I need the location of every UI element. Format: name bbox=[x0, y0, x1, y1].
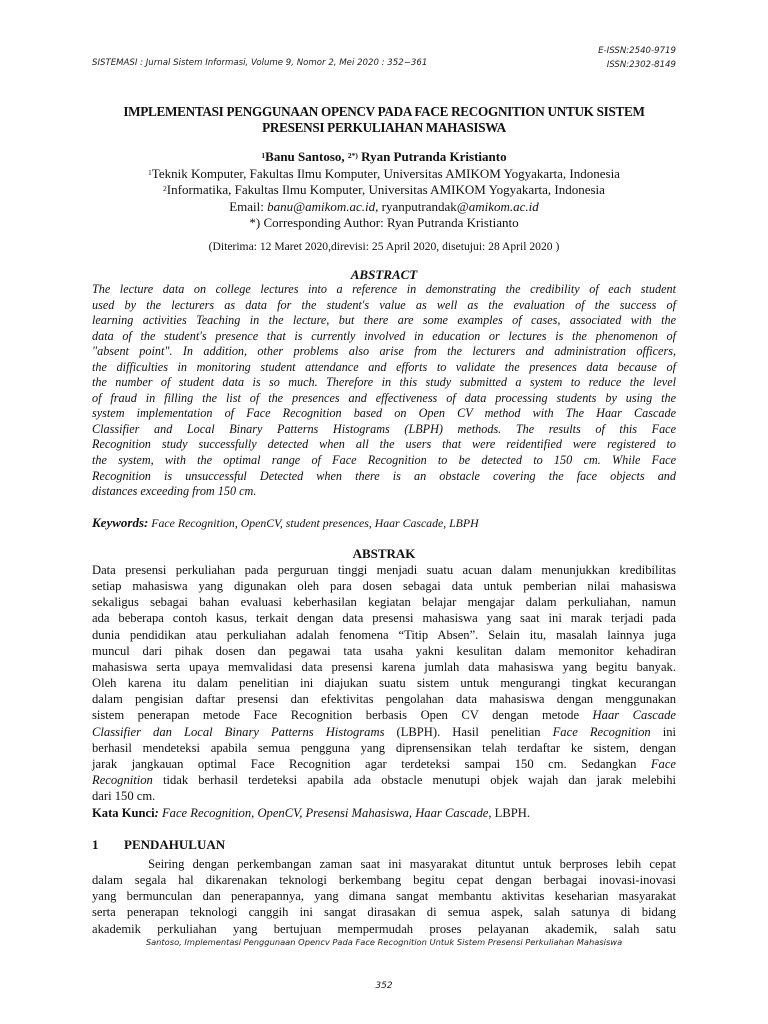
journal-citation: SISTEMASI : Jurnal Sistem Informasi, Volume 9, Nomor 2, Mei 2020 : 352−361 bbox=[92, 58, 428, 68]
affiliation-2: $^2$Informatika, Fakultas Ilmu Komputer, Universitas AMIKOM Yogyakarta, Indonesia bbox=[163, 182, 605, 197]
issn-block bbox=[598, 44, 676, 72]
text-line: dalam segala hal dikarenakan teknologi berkembang begitu cepat dengan berbagai inovasi-inovasi bbox=[92, 873, 676, 888]
author-block bbox=[92, 149, 676, 232]
abstrak-heading: ABSTRAK bbox=[352, 546, 416, 561]
section-body bbox=[92, 856, 676, 937]
text-line: The lecture data on college lectures into a reference in demonstrating the credibility of each student bbox=[92, 282, 676, 296]
issn: ISSN:2302-8149 bbox=[606, 60, 676, 70]
abstract-text bbox=[92, 282, 676, 500]
abstrak-text: Data presensi perkuliahan pada perguruan tinggi menjadi suatu acuan dalam menunjukkan kredibilitas setiap mahasiswa yang digunakan oleh para dosen sebagai data untuk pemberian nilai mahasiswa sekaligus sebagai bahan evaluasi keberhasilan kegiatan belajar mengajar dalam perkuliahan, namun ada beberapa contoh kasus, terkait dengan data presensi mahasiswa yang saat ini marak terjadi pada dunia pendidikan atau perkuliahan adalah fenomena “Titip Absen”. Selain itu, masalah lainnya juga muncul dari pihak dosen dan pegawai tata usaha yakni kesulitan dalam memonitor kehadiran mahasiswa serta upaya memvalidasi data presensi karena jumlah data mahasiswa yang begitu banyak. Oleh karena itu dalam penelitian ini diajukan suatu sistem untuk mengurangi tingkat kecurangan dalam pengisian daftar presensi dan efektivitas pengolahan data mahasiswa dengan menggunakan sistem penerapan metode Face Recognition berbasis Open CV dengan metode Haar Cascade Classifier dan Local Binary Patterns Histograms (LBPH). Hasil penelitian Face Recognition ini berhasil mendeteksi apabila semua pengguna yang diprensensikan telah terdaftar ke sistem, dengan jarak jangkauan optimal Face Recognition agar terdeteksi sampai 150 cm. Sedangkan Face Recognition tidak berhasil terdeteksi apabila ada obstacle menutupi objek wajah dan jarak melebihi dari 150 cm. bbox=[92, 563, 677, 804]
text-line: serta penerapan teknologi canggih ini sangat dirasakan di semua aspek, salah satunya di bidang bbox=[92, 905, 676, 920]
corresponding-author: *) Corresponding Author: Ryan Putranda Kristianto bbox=[249, 215, 519, 230]
running-footer: Santoso, Implementasi Penggunaan Opencv Pada Face Recognition Untuk Sistem Presensi Perkuliahan Mahasiswa bbox=[145, 937, 623, 947]
text-line: akademik perkuliahan yang bertujuan mempermudah proses pelayanan akademik, salah satu bbox=[92, 921, 676, 936]
kata-kunci: Kata Kunci: Face Recognition, OpenCV, Presensi Mahasiswa, Haar Cascade, LBPH. bbox=[92, 806, 530, 820]
text-line: system implementation of Face Recognition based on Open CV method with The Haar Cascade bbox=[92, 406, 676, 421]
text-line: the system, with the optimal range of Face Recognition to be detected to 150 cm. While Face bbox=[92, 453, 676, 468]
text-line: Recognition study successfully detected when all the users that were reidentified were registered to bbox=[92, 437, 676, 452]
received-dates: (Diterima: 12 Maret 2020,direvisi: 25 April 2020, disetujui: 28 April 2020 ) bbox=[208, 240, 560, 253]
text-line: data of the student's presence that is currently involved in education or lectures is the phenomenon of bbox=[92, 328, 676, 343]
page-number: 352 bbox=[375, 981, 393, 991]
email-line: Email: banu@amikom.ac.id, ryanputrandak@amikom.ac.id bbox=[229, 198, 539, 214]
text-line: "absent point". In addition, other problems also arise from the lecturers and administration officers, bbox=[92, 344, 676, 359]
text-line: Classifier and Local Binary Patterns Histograms (LBPH) methods. The results of this Face bbox=[92, 421, 676, 436]
title-line: IMPLEMENTASI PENGGUNAAN OPENCV PADA FACE RECOGNITION UNTUK SISTEM bbox=[123, 104, 645, 119]
text-line: distances exceeding from 150 cm. bbox=[92, 484, 257, 499]
text-line: the difficulties in monitoring student attendance and efforts to validate the presences data because of bbox=[92, 359, 676, 374]
eissn: E-ISSN:2540-9719 bbox=[598, 46, 676, 56]
text-line: used by the lecturers as data for the student's value as well as the evaluation of the success of bbox=[92, 297, 676, 312]
title-line: PRESENSI PERKULIAHAN MAHASISWA bbox=[262, 119, 506, 135]
text-line: Seiring dengan perkembangan zaman saat ini masyarakat dituntut untuk berproses lebih cepat bbox=[148, 857, 676, 871]
email-link[interactable]: banu@amikom.ac.id bbox=[267, 198, 376, 214]
abstract-heading: ABSTRACT bbox=[350, 267, 418, 282]
keywords: Keywords: Face Recognition, OpenCV, student presences, Haar Cascade, LBPH bbox=[92, 515, 479, 530]
text-line: yang bermunculan dan penerapannya, yang dimana sangat membantu aktivitas keseharian masyarakat bbox=[92, 889, 676, 904]
text-line: of fraud in filling the list of the presences and effectiveness of data processing students by using the bbox=[92, 390, 676, 405]
text-line: the number of student data is so much. Therefore in this study submitted a system to reduce the level bbox=[92, 375, 676, 390]
affiliation-1: $^1$Teknik Komputer, Fakultas Ilmu Komputer, Universitas AMIKOM Yogyakarta, Indonesia bbox=[148, 165, 620, 181]
section-heading: 1 PENDAHULUAN bbox=[92, 837, 226, 852]
paper-title bbox=[92, 104, 676, 135]
author-names: $^1$Banu Santoso, $^{2*)}$ Ryan Putranda Kristianto bbox=[261, 149, 507, 164]
text-line: learning activities Teaching in the lecture, but there are some examples of cases, associated with the bbox=[92, 313, 676, 328]
text-line: Recognition is unsuccessful Detected when there is an obstacle covering the face objects and bbox=[92, 468, 676, 483]
